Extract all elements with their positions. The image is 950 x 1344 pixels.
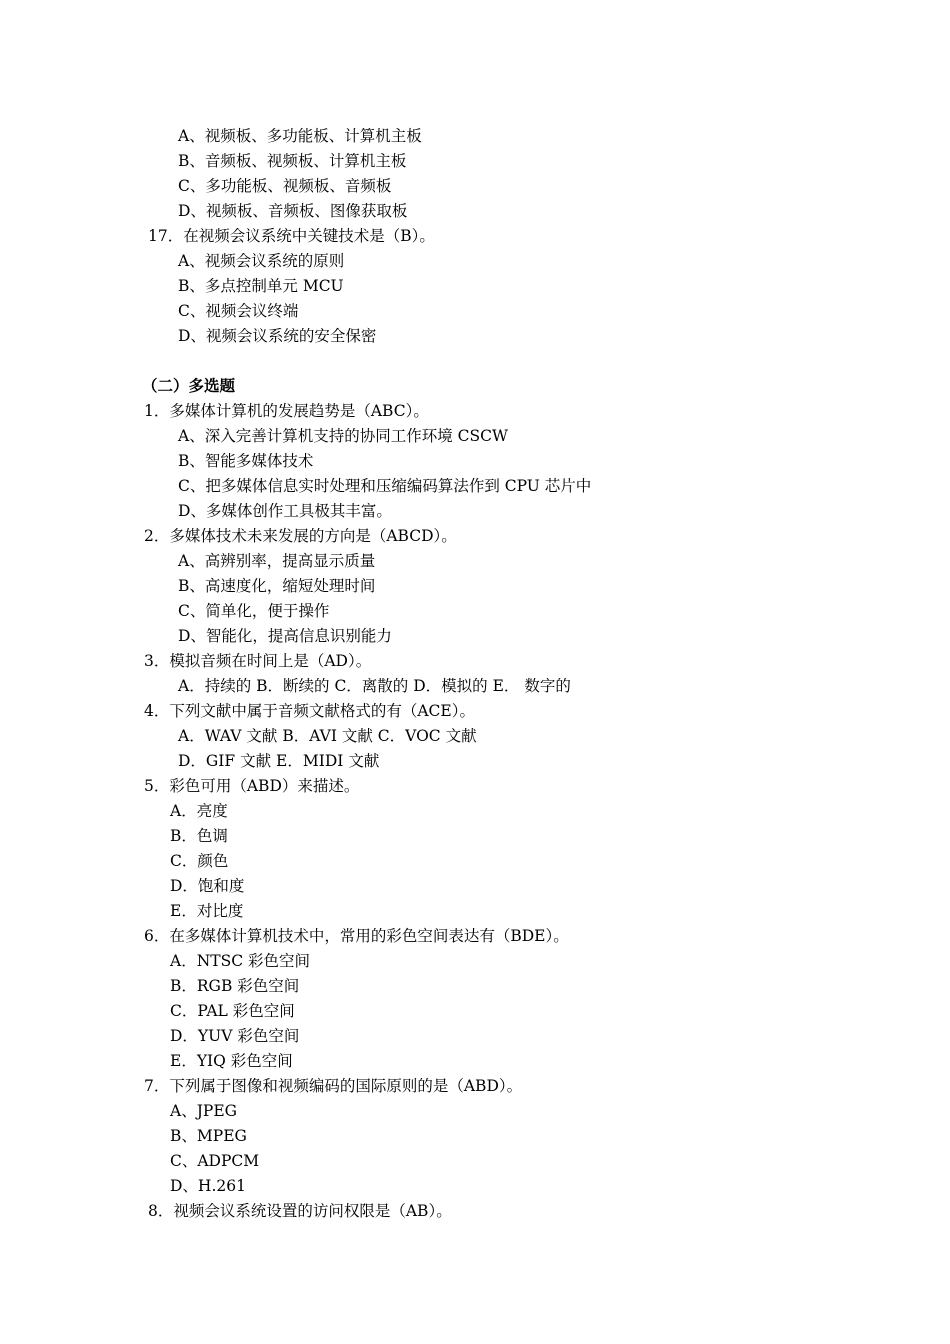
q5-option-c: C．颜色 bbox=[170, 852, 229, 870]
q2-option-c: C、简单化，便于操作 bbox=[178, 602, 330, 620]
q6-option-c: C．PAL 彩色空间 bbox=[170, 1002, 295, 1020]
option-c-line: C、多功能板、视频板、音频板 bbox=[178, 177, 392, 195]
question-6: 6．在多媒体计算机技术中，常用的彩色空间表达有（BDE）。 bbox=[144, 927, 569, 945]
q17-option-c: C、视频会议终端 bbox=[178, 302, 299, 320]
q1-option-a: A、深入完善计算机支持的协同工作环境 CSCW bbox=[178, 427, 508, 445]
option-d-line: D、视频板、音频板、图像获取板 bbox=[178, 202, 408, 220]
q1-option-d: D、多媒体创作工具极其丰富。 bbox=[178, 502, 392, 520]
question-5: 5．彩色可用（ABD）来描述。 bbox=[144, 777, 360, 795]
q5-option-a: A．亮度 bbox=[170, 802, 228, 820]
q6-option-a: A．NTSC 彩色空间 bbox=[170, 952, 310, 970]
q2-option-d: D、智能化，提高信息识别能力 bbox=[178, 627, 392, 645]
question-17: 17．在视频会议系统中关键技术是（B）。 bbox=[148, 227, 435, 245]
question-8: 8．视频会议系统设置的访问权限是（AB）。 bbox=[148, 1202, 452, 1220]
q17-option-a: A、视频会议系统的原则 bbox=[178, 252, 345, 270]
q3-options: A．持续的 B．断续的 C．离散的 D．模拟的 E． 数字的 bbox=[178, 677, 571, 695]
q5-option-d: D．饱和度 bbox=[170, 877, 245, 895]
q7-option-d: D、H.261 bbox=[170, 1177, 246, 1195]
q4-options-row-1: A．WAV 文献 B．AVI 文献 C．VOC 文献 bbox=[178, 727, 477, 745]
q1-option-c: C、把多媒体信息实时处理和压缩编码算法作到 CPU 芯片中 bbox=[178, 477, 592, 495]
q7-option-c: C、ADPCM bbox=[170, 1152, 260, 1170]
q17-option-d: D、视频会议系统的安全保密 bbox=[178, 327, 377, 345]
question-4: 4．下列文献中属于音频文献格式的有（ACE）。 bbox=[144, 702, 475, 720]
section-heading: （二）多选题 bbox=[142, 376, 236, 395]
question-2: 2．多媒体技术未来发展的方向是（ABCD）。 bbox=[144, 527, 457, 545]
q2-option-b: B、高速度化，缩短处理时间 bbox=[178, 577, 376, 595]
question-1: 1．多媒体计算机的发展趋势是（ABC）。 bbox=[144, 402, 429, 420]
q5-option-e: E．对比度 bbox=[170, 902, 244, 920]
q5-option-b: B．色调 bbox=[170, 827, 228, 845]
question-7: 7．下列属于图像和视频编码的国际原则的是（ABD）。 bbox=[144, 1077, 523, 1095]
q7-option-b: B、MPEG bbox=[170, 1127, 247, 1145]
q7-option-a: A、JPEG bbox=[170, 1102, 238, 1120]
q6-option-b: B．RGB 彩色空间 bbox=[170, 977, 300, 995]
q6-option-e: E．YIQ 彩色空间 bbox=[170, 1052, 293, 1070]
q2-option-a: A、高辨别率，提高显示质量 bbox=[178, 552, 376, 570]
q6-option-d: D．YUV 彩色空间 bbox=[170, 1027, 300, 1045]
question-3: 3．模拟音频在时间上是（AD）。 bbox=[144, 652, 372, 670]
q4-options-row-2: D．GIF 文献 E．MIDI 文献 bbox=[178, 752, 380, 770]
option-b-line: B、音频板、视频板、计算机主板 bbox=[178, 152, 407, 170]
q1-option-b: B、智能多媒体技术 bbox=[178, 452, 314, 470]
q17-option-b: B、多点控制单元 MCU bbox=[178, 277, 344, 295]
option-a-line: A、视频板、多功能板、计算机主板 bbox=[178, 127, 422, 145]
